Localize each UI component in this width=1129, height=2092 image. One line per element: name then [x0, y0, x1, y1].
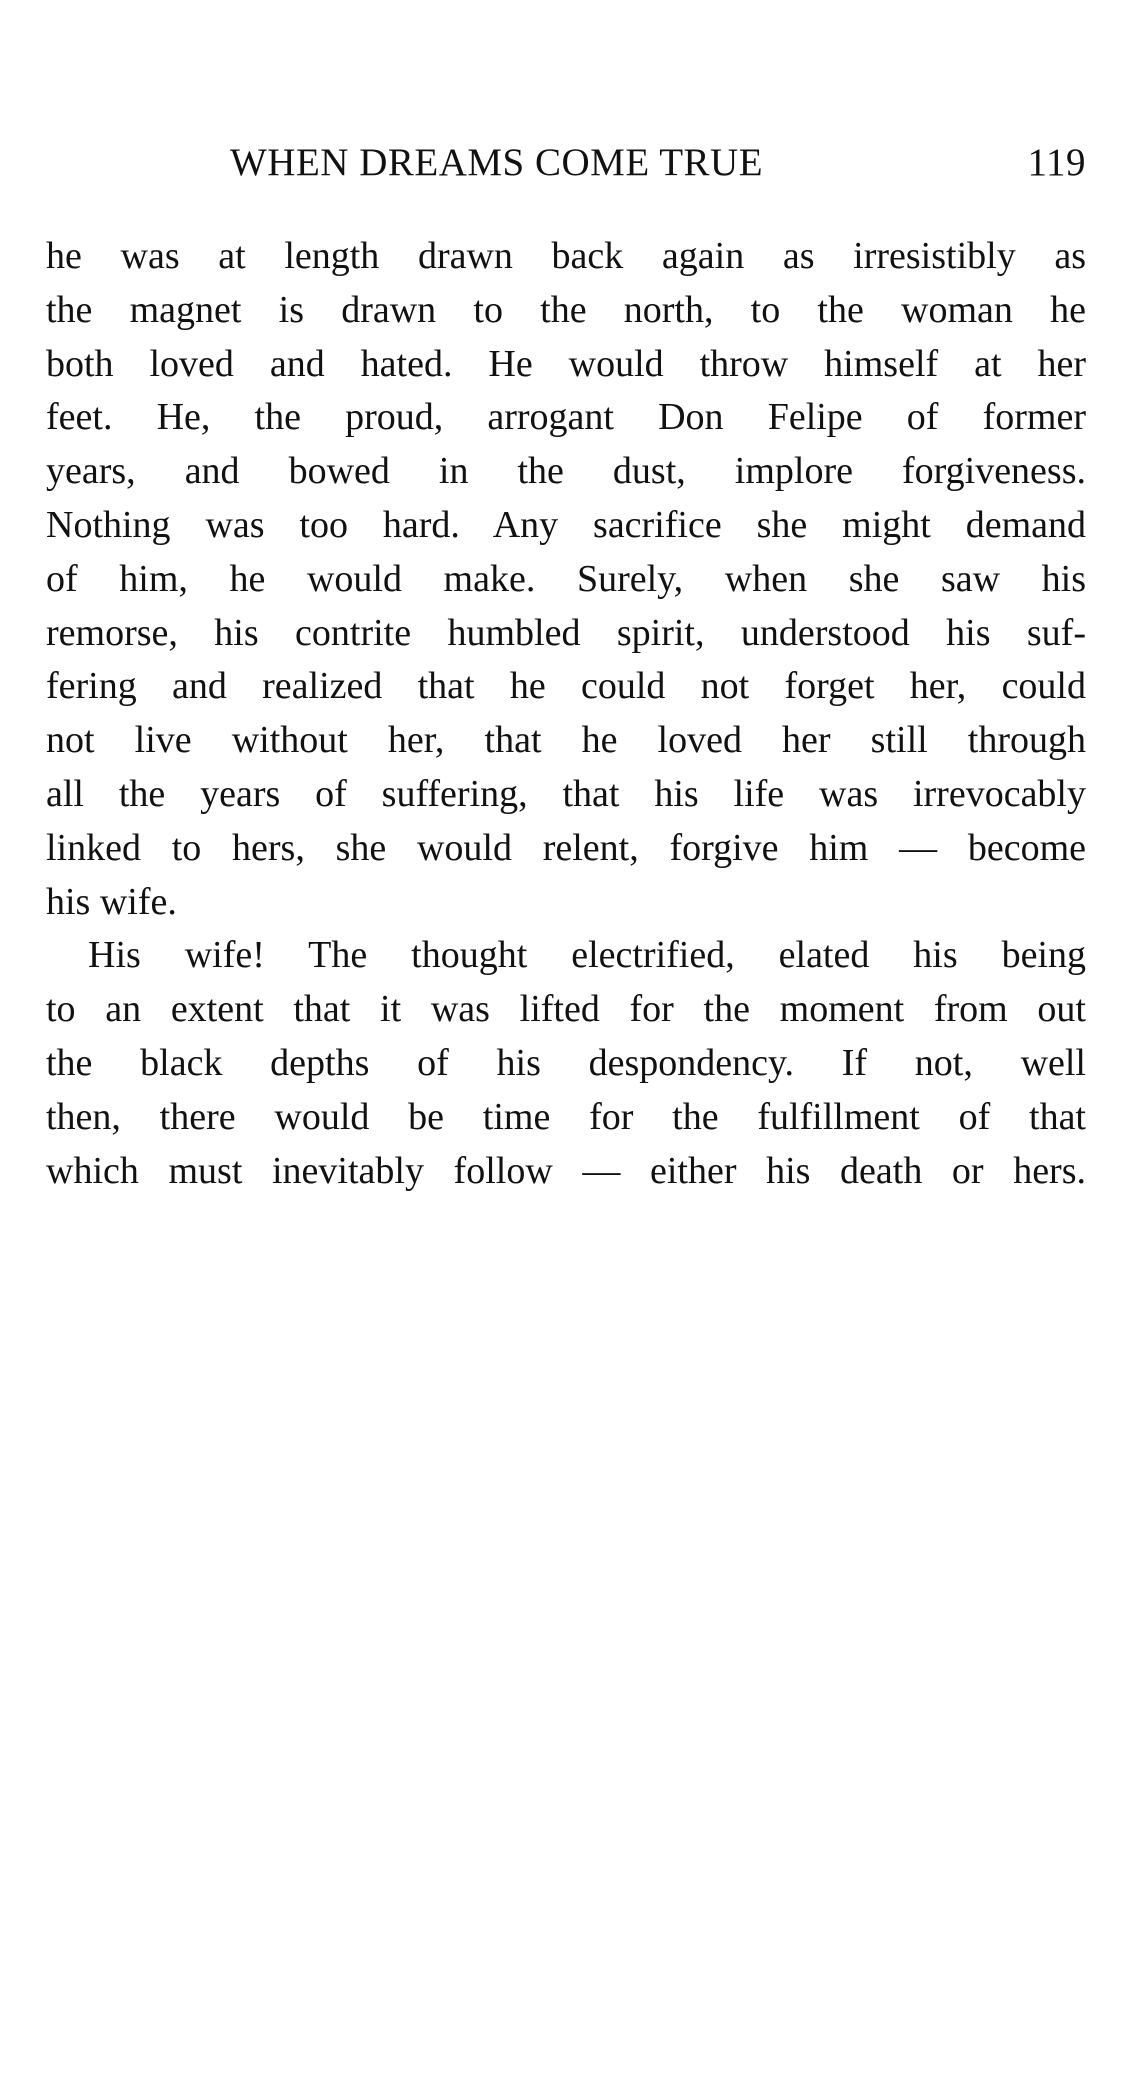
text-line: remorse, his contrite humbled spirit, understood his suf-	[46, 611, 1086, 654]
text-line: not live without her, that he loved her still through	[46, 719, 1086, 762]
page-number: 119	[1027, 141, 1086, 184]
paragraph-1	[46, 230, 1086, 929]
running-title: WHEN DREAMS COME TRUE	[230, 141, 764, 184]
text-line: then, there would be time for the fulfillment of that	[46, 1095, 1086, 1138]
text-line: linked to hers, she would relent, forgive him — become	[46, 826, 1086, 869]
text-line: the black depths of his despondency. If not, well	[46, 1041, 1086, 1084]
text-line: his wife.	[46, 880, 177, 923]
text-line: the magnet is drawn to the north, to the woman he	[46, 288, 1086, 331]
text-line: fering and realized that he could not forget her, could	[46, 665, 1086, 708]
body-text	[46, 230, 1086, 1198]
text-line: His wife! The thought electrified, elated his being	[88, 934, 1086, 977]
text-line: all the years of suffering, that his life was irrevocably	[46, 772, 1086, 815]
text-line: which must inevitably follow — either his death or hers.	[46, 1149, 1086, 1192]
text-line: Nothing was too hard. Any sacrifice she might demand	[46, 503, 1086, 546]
text-line: years, and bowed in the dust, implore forgiveness.	[46, 450, 1086, 493]
text-line: to an extent that it was lifted for the moment from out	[46, 988, 1086, 1031]
paragraph-2	[46, 929, 1086, 1198]
running-head	[46, 140, 1086, 190]
text-line: of him, he would make. Surely, when she saw his	[46, 557, 1086, 600]
text-line: he was at length drawn back again as irresistibly as	[46, 235, 1086, 277]
text-line: feet. He, the proud, arrogant Don Felipe of former	[46, 396, 1086, 439]
text-line: both loved and hated. He would throw himself at her	[46, 342, 1086, 385]
